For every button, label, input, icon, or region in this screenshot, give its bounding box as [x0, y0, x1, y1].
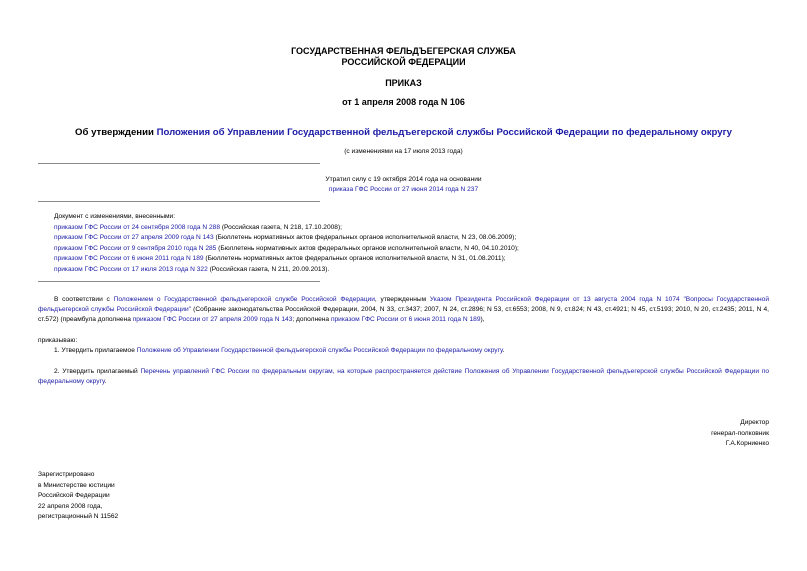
- document-title: [0, 127, 807, 138]
- order-item-2: [38, 367, 769, 387]
- registration-line-1: Зарегистрировано: [38, 471, 95, 478]
- preamble: [38, 295, 769, 326]
- divider: [38, 281, 320, 282]
- item2-text: 2. Утвердить прилагаемый: [54, 368, 141, 375]
- org-name-line2: РОССИЙСКОЙ ФЕДЕРАЦИИ: [341, 57, 466, 67]
- registration-block: [38, 470, 238, 523]
- preamble-text: (Собрание законодательства Российской Федерации, 2004, N 33, ст.3437; 2007, N 24, ст.2896; N 53, ст.6553; 2008, N 9, ст.824; N 43, ст.4921; N 45, ст.5193; 2010, N 20, ст.2435; 2011, N 4, ст.572) (преамбула дополнена: [38, 306, 769, 324]
- signature-position: Директор: [740, 419, 769, 426]
- registration-line-4: 22 апреля 2008 года,: [38, 502, 103, 510]
- item1-text: 1. Утвердить прилагаемое: [54, 347, 137, 354]
- change-text-4: (Бюллетень нормативных актов федеральных органов исполнительной власти, N 31, 01.08.2011);: [203, 255, 506, 262]
- signature-rank: генерал-полковник: [711, 429, 769, 437]
- registration-line-3: Российской Федерации: [38, 492, 110, 499]
- signature-block: [569, 418, 769, 450]
- order-item-1: [38, 346, 769, 356]
- preamble-text: ),: [480, 316, 485, 324]
- change-text-2: (Бюллетень нормативных актов федеральных органов исполнительной власти, N 23, 08.06.2009);: [213, 234, 517, 241]
- item1-text: .: [502, 347, 505, 354]
- preamble-text: , утвержденным: [374, 296, 430, 303]
- preamble-text: ; дополнена: [292, 316, 331, 324]
- expired-link[interactable]: приказа ГФС России от 27 июня 2014 года N 237: [328, 186, 479, 193]
- change-item-4: [54, 254, 774, 265]
- change-text-1: (Российская газета, N 218, 17.10.2008);: [220, 223, 342, 231]
- item2-link[interactable]: Перечень управлений ГФС России по федеральным округам, на которые распространяется действие Положения об Управлении Государственной фельдъегерской службы Российской Федерации по федеральному округу: [38, 368, 769, 386]
- registration-line-2: в Министерстве юстиции: [38, 481, 115, 489]
- change-link-4[interactable]: приказом ГФС России от 6 июня 2011 года N 189: [54, 255, 204, 262]
- change-item-3: [54, 244, 774, 255]
- document-type: ПРИКАЗ: [385, 78, 422, 88]
- document-date: от 1 апреля 2008 года N 106: [342, 97, 465, 107]
- change-item-2: [54, 233, 774, 244]
- signature-name: Г.А.Корниенко: [725, 440, 769, 447]
- change-item-5: [54, 265, 774, 276]
- change-item-1: [54, 223, 774, 234]
- registration-line-5: регистрационный N 11562: [38, 513, 119, 520]
- divider: [38, 201, 320, 202]
- preamble-text: В соответствии с: [54, 296, 114, 303]
- changes-intro: Документ с изменениями, внесенными:: [54, 213, 176, 220]
- preamble-link-regulation[interactable]: Положением о Государственной фельдъегерской службе Российской Федерации: [113, 296, 375, 303]
- preamble-link-order-189[interactable]: приказом ГФС России от 6 июня 2011 года N 189: [330, 316, 481, 324]
- expired-note-link-wrap: [0, 185, 807, 196]
- change-text-5: (Российская газета, N 211, 20.09.2013).: [207, 265, 330, 273]
- change-text-3: (Бюллетень нормативных актов федеральных органов исполнительной власти, N 40, 04.10.2010);: [216, 244, 519, 252]
- change-link-3[interactable]: приказом ГФС России от 9 сентября 2010 года N 285: [54, 244, 217, 252]
- order-word: приказываю:: [38, 337, 78, 344]
- item1-link[interactable]: Положение об Управлении Государственной фельдъегерской службы Российской Федерации по федеральному округу: [136, 347, 503, 354]
- change-link-2[interactable]: приказом ГФС России от 27 апреля 2009 года N 143: [54, 234, 214, 241]
- title-prefix: Об утверждении: [75, 127, 157, 138]
- amended-note: (с изменениями на 17 июля 2013 года): [344, 148, 463, 155]
- item2-text: .: [104, 378, 107, 386]
- title-link[interactable]: Положения об Управлении Государственной фельдъегерской службы Российской Федерации по федеральному округу: [156, 127, 732, 138]
- changes-block: [54, 212, 774, 275]
- preamble-link-decree[interactable]: Указом Президента Российской Федерации от 13 августа 2004 года N 1074 "Вопросы Государственной фельдъегерской службы Российской Федерации": [38, 296, 769, 314]
- preamble-link-order-143[interactable]: приказом ГФС России от 27 апреля 2009 года N 143: [132, 316, 293, 324]
- org-name-line1: ГОСУДАРСТВЕННАЯ ФЕЛЬДЪЕГЕРСКАЯ СЛУЖБА: [291, 46, 516, 56]
- change-link-5[interactable]: приказом ГФС России от 17 июля 2013 года N 322: [54, 265, 208, 273]
- expired-note: Утратил силу с 19 октября 2014 года на основании: [325, 176, 482, 183]
- divider: [38, 163, 320, 164]
- change-link-1[interactable]: приказом ГФС России от 24 сентября 2008 года N 288: [54, 223, 221, 231]
